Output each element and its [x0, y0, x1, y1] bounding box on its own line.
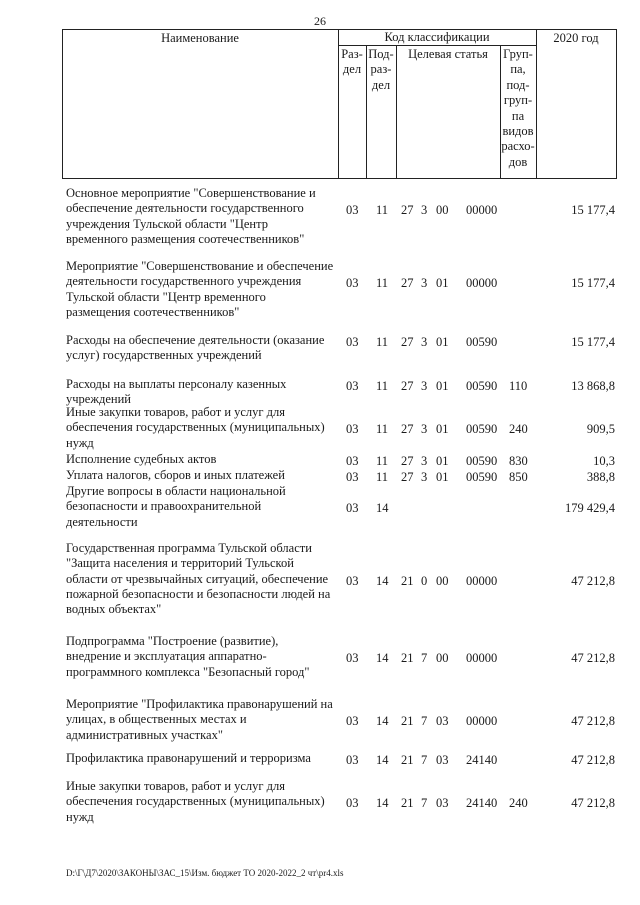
code-razdel: 03 [346, 422, 359, 437]
row-name-line: Иные закупки товаров, работ и услуг для [66, 405, 286, 419]
header-group-line: под- [506, 77, 530, 92]
code-program: 27 [401, 379, 414, 393]
code-event: 01 [436, 335, 449, 349]
row-name-line: Мероприятие "Профилактика правонарушений на [66, 697, 333, 711]
code-event: 01 [436, 470, 449, 484]
row-name-line: нужд [66, 809, 94, 824]
header-razdel [338, 47, 366, 78]
row-name-line: Государственная программа Тульской области [66, 541, 312, 555]
code-event: 01 [436, 422, 449, 437]
row-name-line: Подпрограмма "Построение (развитие), [66, 634, 279, 648]
row-name-line: учреждения Тульской области "Центр [66, 216, 268, 231]
code-subprogram: 3 [421, 379, 428, 393]
row-name [66, 259, 348, 320]
code-subprogram: 3 [421, 276, 428, 291]
code-podrazdel: 14 [376, 573, 389, 588]
code-podrazdel: 11 [376, 203, 389, 218]
code-razdel: 03 [346, 753, 359, 767]
code-podrazdel: 14 [376, 501, 389, 516]
code-event: 03 [436, 796, 449, 811]
code-program: 21 [401, 573, 414, 588]
header-podrazdel-line: дел [371, 77, 391, 92]
amount-2020: 15 177,4 [571, 203, 615, 218]
header-podrazdel-line: раз- [370, 62, 392, 77]
code-razdel: 03 [346, 454, 359, 468]
code-direction: 00000 [466, 714, 498, 729]
code-event: 03 [436, 714, 449, 729]
row-name [66, 468, 348, 483]
file-path-footer: D:\Г\Д7\2020\ЗАКОНЫ\ЗАС_15\Изм. бюджет ТО 2020-2022_2 чт\pr4.xls [66, 868, 344, 878]
row-name-line: Иные закупки товаров, работ и услуг для [66, 779, 286, 793]
code-program: 27 [401, 470, 414, 484]
code-razdel: 03 [346, 203, 359, 218]
header-group-line: груп- [503, 93, 533, 108]
code-event: 00 [436, 203, 449, 218]
row-name-line: обеспечения государственных (муниципальных) [66, 420, 325, 435]
row-name [66, 541, 348, 617]
row-name-line: нужд [66, 435, 94, 450]
header-group [500, 47, 536, 170]
header-group-line: видов [502, 124, 534, 139]
code-podrazdel: 14 [376, 714, 389, 729]
amount-2020: 15 177,4 [571, 276, 615, 291]
row-name-line: области от чрезвычайных ситуаций, обеспечение [66, 571, 329, 586]
code-podrazdel: 11 [376, 276, 389, 291]
row-name-line: Профилактика правонарушений и терроризма [66, 751, 311, 765]
row-name-line: Другие вопросы в области национальной [66, 484, 286, 498]
code-event: 01 [436, 454, 449, 468]
row-name-line: временного размещения соотечественников" [66, 231, 305, 246]
code-podrazdel: 11 [376, 379, 389, 393]
row-name [66, 634, 348, 680]
amount-2020: 47 212,8 [571, 651, 615, 666]
code-razdel: 03 [346, 573, 359, 588]
code-group: 850 [509, 470, 528, 484]
code-razdel: 03 [346, 276, 359, 291]
code-razdel: 03 [346, 651, 359, 666]
header-group-line: Груп- [503, 47, 533, 61]
code-subprogram: 3 [421, 203, 428, 218]
row-name-line: улицах, в общественных местах и [66, 712, 247, 727]
row-name-line: обеспечения государственных (муниципальных) [66, 794, 325, 809]
row-name [66, 333, 348, 364]
header-group-line: па [511, 108, 525, 123]
code-subprogram: 7 [421, 753, 428, 767]
row-name [66, 452, 348, 467]
row-name-line: размещения соотечественников" [66, 304, 240, 319]
header-name: Наименование [161, 31, 239, 45]
header-razdel-line: Раз- [341, 47, 363, 61]
code-program: 27 [401, 335, 414, 349]
row-name-line: внедрение и эксплуатация аппаратно- [66, 649, 267, 664]
row-name-line: услуг) государственных учреждений [66, 348, 262, 363]
row-name-line: учреждений [66, 392, 131, 407]
code-podrazdel: 11 [376, 470, 389, 484]
row-name-line: программного комплекса "Безопасный город" [66, 664, 310, 679]
row-name [66, 186, 348, 247]
header-razdel-line: дел [342, 62, 362, 77]
header-year: 2020 год [553, 31, 599, 45]
code-program: 21 [401, 714, 414, 729]
amount-2020: 10,3 [593, 454, 615, 468]
code-podrazdel: 11 [376, 422, 389, 437]
code-event: 03 [436, 753, 449, 767]
code-program: 27 [401, 276, 414, 291]
row-name [66, 697, 348, 743]
code-razdel: 03 [346, 501, 359, 516]
code-program: 21 [401, 651, 414, 666]
row-name-line: Расходы на выплаты персоналу казенных [66, 377, 287, 391]
row-name-line: Уплата налогов, сборов и иных платежей [66, 468, 285, 482]
code-podrazdel: 11 [376, 454, 389, 468]
code-subprogram: 3 [421, 454, 428, 468]
code-podrazdel: 11 [376, 335, 389, 349]
code-direction: 24140 [466, 796, 498, 811]
table-header [62, 29, 617, 179]
header-celevaya: Целевая статья [408, 47, 488, 61]
code-direction: 00000 [466, 573, 498, 588]
amount-2020: 13 868,8 [571, 379, 615, 393]
row-name [66, 405, 348, 451]
code-direction: 00000 [466, 276, 498, 291]
header-podrazdel-line: Под- [368, 47, 394, 61]
code-razdel: 03 [346, 379, 359, 393]
code-razdel: 03 [346, 714, 359, 729]
row-name [66, 484, 348, 530]
amount-2020: 179 429,4 [565, 501, 615, 516]
code-podrazdel: 14 [376, 651, 389, 666]
row-name-line: водных объектах" [66, 602, 162, 617]
row-name-line: Исполнение судебных актов [66, 452, 217, 466]
amount-2020: 15 177,4 [571, 335, 615, 349]
code-razdel: 03 [346, 796, 359, 811]
code-direction: 00590 [466, 335, 498, 349]
code-podrazdel: 14 [376, 796, 389, 811]
row-name [66, 377, 348, 408]
code-razdel: 03 [346, 335, 359, 349]
row-name-line: деятельности [66, 514, 138, 529]
header-group-line: расхо- [501, 139, 535, 154]
row-name-line: Основное мероприятие "Совершенствование и [66, 186, 316, 200]
code-group: 240 [509, 796, 528, 811]
row-name-line: пожарной безопасности и безопасности людей на [66, 586, 331, 601]
code-subprogram: 3 [421, 335, 428, 349]
row-name-line: Мероприятие "Совершенствование и обеспечение [66, 259, 334, 273]
header-group-line: па, [510, 62, 526, 77]
row-name-line: деятельности государственного учреждения [66, 274, 302, 289]
header-podrazdel [366, 47, 396, 93]
code-razdel: 03 [346, 470, 359, 484]
code-subprogram: 3 [421, 470, 428, 484]
code-program: 27 [401, 203, 414, 218]
code-event: 01 [436, 379, 449, 393]
code-program: 21 [401, 753, 414, 767]
code-direction: 00590 [466, 454, 498, 468]
amount-2020: 47 212,8 [571, 573, 615, 588]
code-event: 00 [436, 651, 449, 666]
amount-2020: 47 212,8 [571, 796, 615, 811]
code-program: 27 [401, 422, 414, 437]
row-name-line: административных участках" [66, 727, 223, 742]
row-name [66, 751, 348, 766]
row-name-line: Расходы на обеспечение деятельности (оказание [66, 333, 325, 347]
code-event: 01 [436, 276, 449, 291]
code-subprogram: 3 [421, 422, 428, 437]
code-subprogram: 0 [421, 573, 428, 588]
code-direction: 00590 [466, 379, 498, 393]
code-group: 240 [509, 422, 528, 437]
code-podrazdel: 14 [376, 753, 389, 767]
row-name-line: безопасности и правоохранительной [66, 499, 262, 514]
code-direction: 00000 [466, 203, 498, 218]
row-name-line: Тульской области "Центр временного [66, 289, 266, 304]
code-subprogram: 7 [421, 651, 428, 666]
code-program: 27 [401, 454, 414, 468]
code-direction: 00590 [466, 422, 498, 437]
code-group: 830 [509, 454, 528, 468]
amount-2020: 909,5 [586, 422, 615, 437]
amount-2020: 47 212,8 [571, 714, 615, 729]
row-name-line: обеспечение деятельности государственного [66, 201, 304, 216]
header-classification: Код классификации [384, 30, 490, 44]
header-group-line: дов [508, 154, 528, 169]
code-direction: 24140 [466, 753, 498, 767]
code-direction: 00000 [466, 651, 498, 666]
code-program: 21 [401, 796, 414, 811]
code-subprogram: 7 [421, 796, 428, 811]
row-name [66, 779, 348, 825]
code-direction: 00590 [466, 470, 498, 484]
code-subprogram: 7 [421, 714, 428, 729]
amount-2020: 47 212,8 [571, 753, 615, 767]
page-number: 26 [314, 14, 326, 28]
amount-2020: 388,8 [586, 470, 615, 484]
row-name-line: "Защита населения и территорий Тульской [66, 556, 294, 571]
code-group: 110 [509, 379, 528, 393]
code-event: 00 [436, 573, 449, 588]
